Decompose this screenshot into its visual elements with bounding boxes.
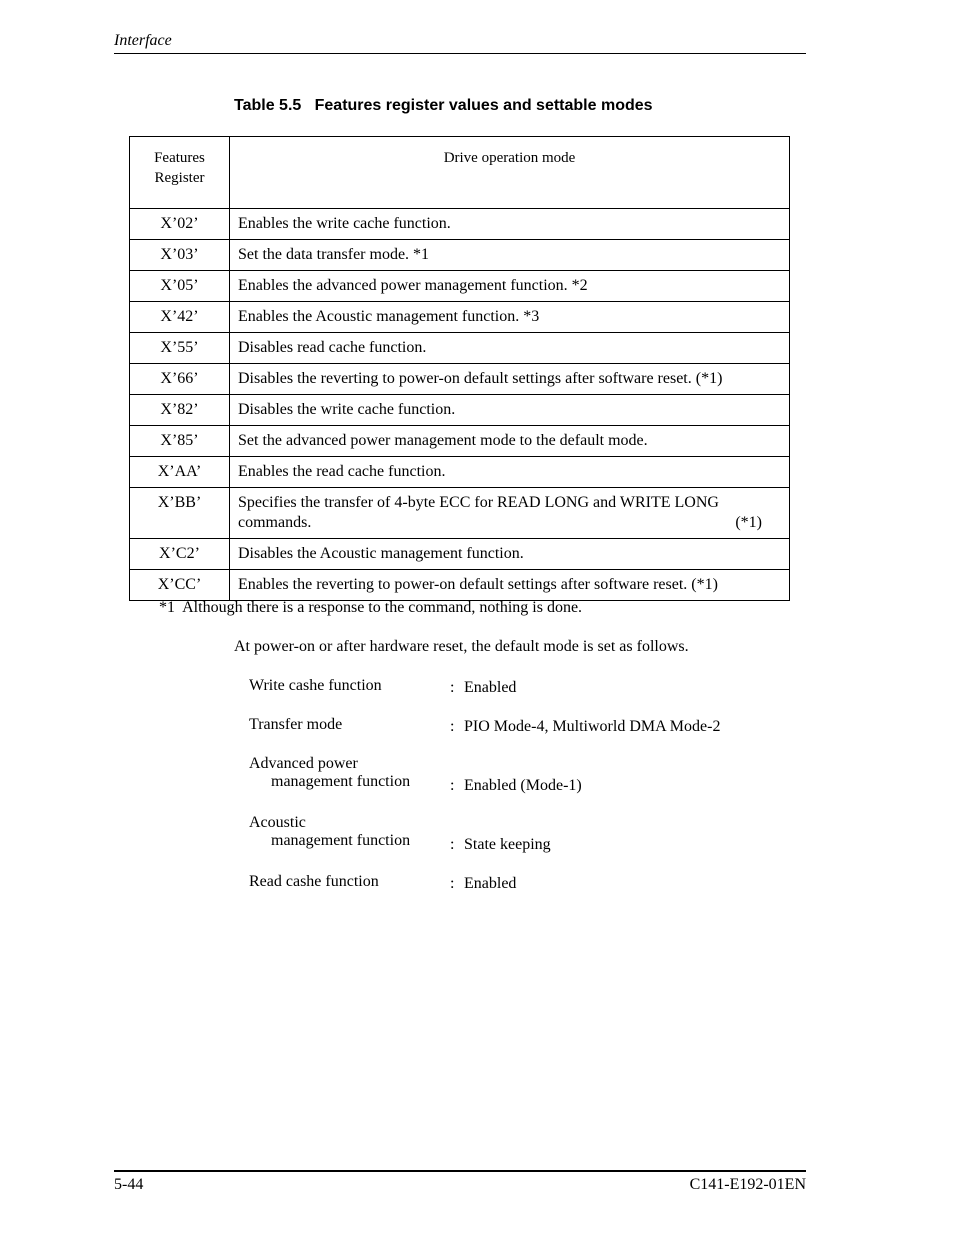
table-row: [130, 457, 790, 488]
table-row: [130, 426, 790, 457]
default-item-label-line2: management function: [271, 773, 411, 790]
register-code: X’C2’: [130, 539, 230, 570]
header-drive-operation-mode: [230, 137, 790, 209]
table-row: [130, 333, 790, 364]
register-code: X’02’: [130, 209, 230, 240]
mode-description: Set the advanced power management mode to the default mode.: [230, 426, 790, 457]
table-row: [130, 364, 790, 395]
running-header: Interface: [114, 32, 172, 49]
document-code: C141-E192-01EN: [689, 1176, 806, 1193]
register-code: X’85’: [130, 426, 230, 457]
mode-description: Disables the write cache function.: [230, 395, 790, 426]
header-features-register: [130, 137, 230, 209]
default-mode-list: [249, 677, 809, 893]
default-item-advanced-power: [249, 755, 809, 795]
table-row: [130, 539, 790, 570]
separator-colon: :: [450, 777, 455, 794]
mode-description: Disables the Acoustic management function.: [230, 539, 790, 570]
default-item-label-line1: Acoustic: [249, 814, 306, 831]
register-code: X’66’: [130, 364, 230, 395]
table-row: [130, 209, 790, 240]
default-item-label-line2: management function: [271, 832, 411, 849]
default-item-acoustic: [249, 814, 809, 854]
table-row: [130, 570, 790, 601]
mode-description: Disables the reverting to power-on default settings after software reset. (*1): [230, 364, 790, 395]
table-row: [130, 395, 790, 426]
mode-description-line2: [238, 513, 762, 533]
separator-colon: :: [450, 875, 455, 892]
mode-description-continuation: commands.: [238, 514, 312, 531]
default-item-label: Write cashe function: [249, 677, 382, 694]
separator-colon: :: [450, 836, 455, 853]
register-code: X’CC’: [130, 570, 230, 601]
mode-description: Enables the advanced power management function. *2: [230, 271, 790, 302]
default-item-value: Enabled: [464, 875, 517, 892]
mode-description: [230, 488, 790, 539]
table-caption: Table 5.5 Features register values and settable modes: [234, 97, 653, 114]
separator-colon: :: [450, 718, 455, 735]
default-item-label: Transfer mode: [249, 716, 343, 733]
default-item-transfer-mode: [249, 716, 809, 736]
header-rule: [114, 53, 806, 54]
default-item-value: PIO Mode-4, Multiworld DMA Mode-2: [464, 718, 721, 735]
mode-description: Enables the read cache function.: [230, 457, 790, 488]
mode-note: (*1): [735, 514, 762, 531]
mode-description: Disables read cache function.: [230, 333, 790, 364]
page-number: 5-44: [114, 1176, 144, 1193]
table-row: [130, 240, 790, 271]
table-header-row: [130, 137, 790, 209]
table-row: [130, 488, 790, 539]
table-row: [130, 271, 790, 302]
table-row: [130, 302, 790, 333]
default-item-value: Enabled (Mode-1): [464, 777, 582, 794]
register-code: X’BB’: [130, 488, 230, 539]
footnote: *1 Although there is a response to the command, nothing is done.: [159, 599, 583, 616]
intro-paragraph: At power-on or after hardware reset, the default mode is set as follows.: [234, 638, 689, 655]
mode-description: Set the data transfer mode. *1: [230, 240, 790, 271]
mode-description: Enables the Acoustic management function. *3: [230, 302, 790, 333]
register-code: X’03’: [130, 240, 230, 271]
features-table: [129, 136, 790, 601]
register-code: X’82’: [130, 395, 230, 426]
header-drive-operation-mode-label: Drive operation mode: [443, 150, 576, 166]
separator-colon: :: [450, 679, 455, 696]
register-code: X’05’: [130, 271, 230, 302]
default-item-label: [249, 814, 449, 850]
mode-description: Enables the reverting to power-on default settings after software reset. (*1): [230, 570, 790, 601]
register-code: X’42’: [130, 302, 230, 333]
mode-description-line1: Specifies the transfer of 4-byte ECC for READ LONG and WRITE LONG: [238, 494, 719, 511]
header-features-register-label: Features Register: [154, 150, 205, 186]
default-item-label: Read cashe function: [249, 873, 379, 890]
default-item-label: [249, 755, 449, 791]
default-item-value: Enabled: [464, 679, 517, 696]
mode-description: Enables the write cache function.: [230, 209, 790, 240]
register-code: X’AA’: [130, 457, 230, 488]
footer-rule: [114, 1170, 806, 1172]
default-item-read-cache: [249, 873, 809, 893]
default-item-value: State keeping: [464, 836, 551, 853]
default-item-write-cache: [249, 677, 809, 697]
default-item-label-line1: Advanced power: [249, 755, 358, 772]
register-code: X’55’: [130, 333, 230, 364]
